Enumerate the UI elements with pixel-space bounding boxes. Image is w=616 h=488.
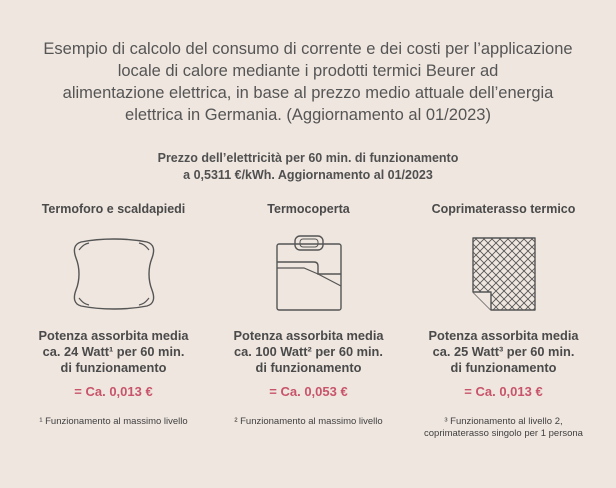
icon-container (401, 220, 606, 328)
footnote-line: ³ Funzionamento al livello 2, (444, 416, 563, 427)
intro-line: locale di calore mediante i prodotti termici Beurer ad (117, 62, 499, 80)
intro-line: Esempio di calcolo del consumo di corrente e dei costi per l’applicazione (43, 40, 573, 58)
product-column-electric-blanket (206, 200, 411, 428)
cost-value: = Ca. 0,013 € (74, 384, 153, 399)
power-consumption (11, 328, 216, 384)
footnote-line: ¹ Funzionamento al massimo livello (39, 416, 188, 427)
price-line: Prezzo dell’elettricità per 60 min. di funzionamento (157, 151, 459, 165)
cost-value: = Ca. 0,053 € (269, 384, 348, 399)
cost-value: = Ca. 0,013 € (464, 384, 543, 399)
footnote (401, 416, 606, 440)
quilted-mattress-pad-icon (469, 234, 539, 314)
footnote-line: coprimaterasso singolo per 1 persona (424, 428, 583, 439)
product-title: Termocoperta (267, 202, 350, 216)
power-line: ca. 100 Watt² per 60 min. (234, 344, 383, 359)
power-line: ca. 24 Watt¹ per 60 min. (42, 344, 185, 359)
intro-line: alimentazione elettrica, in base al prezzo medio attuale dell’energia (62, 84, 554, 102)
power-line: Potenza assorbita media (38, 328, 189, 343)
power-line: di funzionamento (60, 360, 167, 375)
power-consumption (206, 328, 411, 384)
price-line: a 0,5311 €/kWh. Aggiornamento al 01/2023 (183, 168, 433, 182)
product-column-mattress-pad (401, 200, 606, 440)
icon-container (11, 220, 216, 328)
power-line: ca. 25 Watt³ per 60 min. (432, 344, 575, 359)
power-line: Potenza assorbita media (233, 328, 384, 343)
footnote (206, 416, 411, 428)
electricity-price-info (40, 150, 576, 184)
power-consumption (401, 328, 606, 384)
product-title: Termoforo e scaldapiedi (41, 202, 186, 216)
product-column-heat-pad (11, 200, 216, 428)
footnote (11, 416, 216, 428)
power-line: di funzionamento (450, 360, 557, 375)
power-line: di funzionamento (255, 360, 362, 375)
intro-text (18, 38, 598, 126)
intro-line: elettrica in Germania. (Aggiornamento al 01/2023) (125, 106, 491, 124)
icon-container (206, 220, 411, 328)
pillow-icon (73, 238, 155, 310)
power-line: Potenza assorbita media (428, 328, 579, 343)
bed-blanket-icon (274, 234, 344, 314)
footnote-line: ² Funzionamento al massimo livello (234, 416, 383, 427)
product-title: Coprimaterasso termico (431, 202, 576, 216)
